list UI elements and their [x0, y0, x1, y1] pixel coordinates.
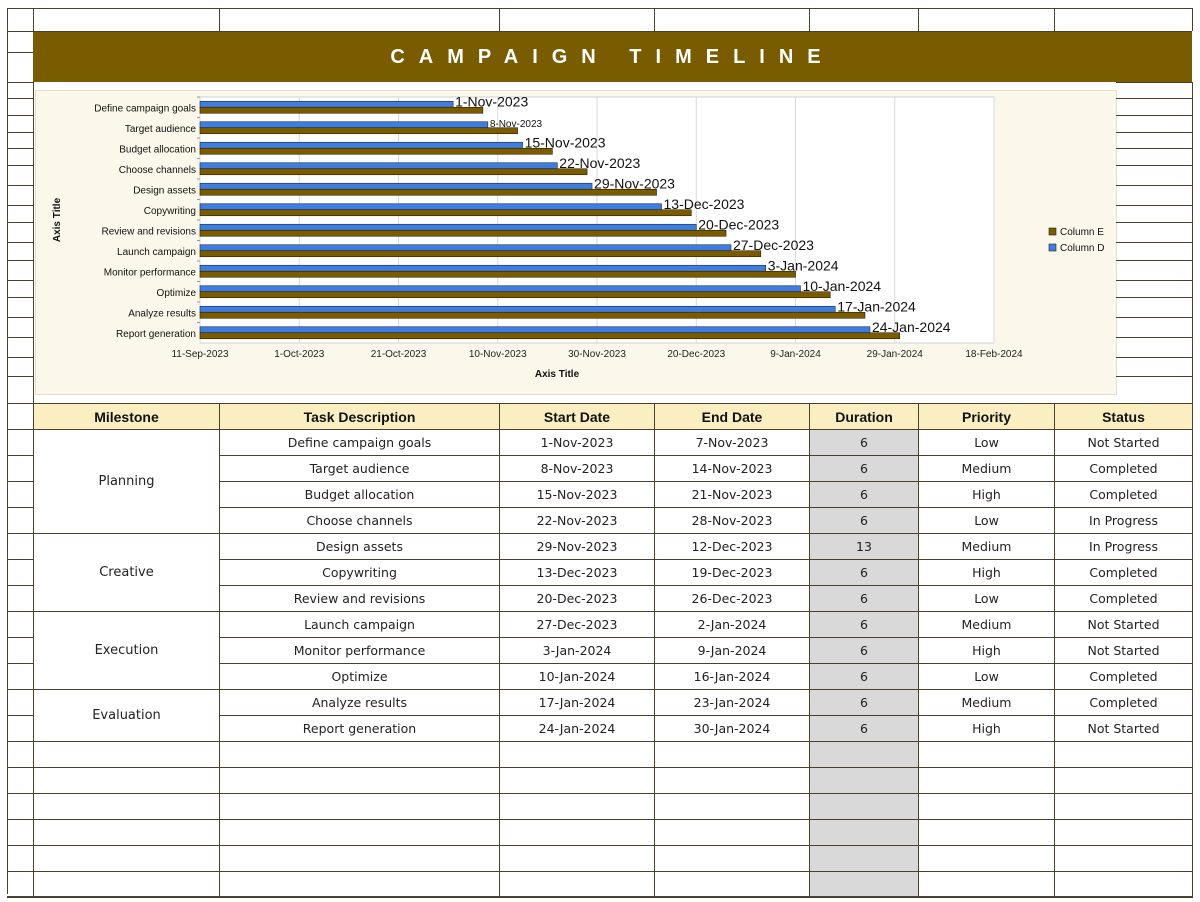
end-date-cell[interactable]: 26-Dec-2023 — [691, 591, 773, 606]
x-tick-label: 18-Feb-2024 — [965, 349, 1023, 360]
task-cell[interactable]: Budget allocation — [304, 487, 415, 502]
duration-cell[interactable]: 6 — [860, 643, 868, 658]
priority-cell[interactable]: Medium — [961, 539, 1012, 554]
task-cell[interactable]: Analyze results — [311, 695, 408, 710]
grid-col-border — [33, 8, 34, 31]
y-axis-title: Axis Title — [52, 197, 63, 243]
gutter-col-border — [33, 82, 34, 404]
gutter-row-border — [1116, 357, 1192, 358]
bar-column-e — [200, 333, 900, 339]
column-header-milestone[interactable]: Milestone — [34, 404, 219, 429]
start-date-cell[interactable]: 8-Nov-2023 — [540, 461, 614, 476]
start-date-cell[interactable]: 20-Dec-2023 — [536, 591, 618, 606]
start-date-cell[interactable]: 15-Nov-2023 — [536, 487, 618, 502]
x-axis-title: Axis Title — [534, 369, 580, 380]
row-border — [7, 481, 33, 482]
task-cell[interactable]: Launch campaign — [304, 617, 415, 632]
priority-cell[interactable]: High — [972, 565, 1001, 580]
data-label: 20-Dec-2023 — [698, 216, 780, 233]
data-label: 24-Jan-2024 — [871, 318, 951, 335]
grid-col-border — [1054, 8, 1055, 31]
bar-column-d — [200, 183, 592, 189]
data-label: 29-Nov-2023 — [594, 175, 675, 192]
bar-column-e — [200, 271, 796, 277]
bar-column-e — [200, 189, 657, 195]
duration-cell[interactable]: 6 — [860, 435, 868, 450]
y-tick-label: Design assets — [133, 185, 196, 197]
status-cell[interactable]: Completed — [1089, 591, 1158, 606]
x-tick-label: 29-Jan-2024 — [866, 349, 923, 360]
end-date-cell[interactable]: 7-Nov-2023 — [695, 435, 769, 450]
y-tick-label: Choose channels — [118, 164, 196, 176]
row-border — [7, 637, 33, 638]
gutter-row-border — [1116, 376, 1192, 377]
status-cell[interactable]: In Progress — [1089, 513, 1158, 528]
data-label: 13-Dec-2023 — [663, 195, 745, 212]
gantt-chart[interactable] — [35, 90, 1117, 395]
row-border — [7, 897, 1193, 898]
bar-column-d — [200, 327, 870, 333]
y-tick-label: Target audience — [124, 123, 196, 135]
task-cell[interactable]: Choose channels — [306, 513, 413, 528]
gutter-row-border — [7, 376, 33, 377]
bar-column-d — [200, 245, 731, 251]
column-header-status[interactable]: Status — [1055, 404, 1192, 429]
grid-col-border — [654, 8, 655, 31]
y-tick-label: Review and revisions — [101, 226, 196, 238]
priority-cell[interactable]: Medium — [961, 461, 1012, 476]
gutter-row-border — [1116, 297, 1192, 298]
status-cell[interactable]: Completed — [1089, 669, 1158, 684]
end-date-cell[interactable]: 19-Dec-2023 — [691, 565, 773, 580]
status-cell[interactable]: Not Started — [1087, 617, 1160, 632]
task-cell[interactable]: Review and revisions — [293, 591, 426, 606]
bar-column-d — [200, 265, 766, 271]
row-border — [7, 793, 1193, 794]
data-label: 10-Jan-2024 — [802, 277, 882, 294]
priority-cell[interactable]: Medium — [961, 617, 1012, 632]
start-date-cell[interactable]: 10-Jan-2024 — [538, 669, 616, 684]
y-tick-label: Copywriting — [143, 205, 196, 217]
row-border — [7, 767, 1193, 768]
bar-column-e — [200, 128, 518, 134]
task-cell[interactable]: Design assets — [316, 539, 403, 554]
y-tick-label: Budget allocation — [119, 144, 196, 156]
gutter-row-border — [1116, 165, 1192, 166]
bar-column-e — [200, 312, 865, 318]
gutter-row-border — [7, 115, 33, 116]
data-label: 22-Nov-2023 — [559, 154, 641, 171]
x-tick-label: 30-Nov-2023 — [568, 349, 626, 360]
bar-column-d — [200, 122, 488, 128]
gutter-row-border — [7, 337, 33, 338]
grid-col-border — [219, 8, 220, 31]
task-cell[interactable]: Copywriting — [322, 565, 397, 580]
data-label: 15-Nov-2023 — [524, 134, 606, 151]
task-cell[interactable]: Define campaign goals — [287, 435, 432, 450]
legend-swatch — [1049, 228, 1056, 235]
gutter-row-border — [7, 280, 33, 281]
column-header-end-date[interactable]: End Date — [655, 404, 809, 429]
gutter-row-border — [7, 132, 33, 133]
data-label: 3-Jan-2024 — [767, 257, 839, 274]
gutter-row-border — [7, 297, 33, 298]
milestone-cell[interactable]: Creative — [99, 565, 154, 580]
legend-swatch — [1049, 244, 1056, 251]
milestone-cell[interactable]: Planning — [98, 474, 155, 489]
gutter-row-border — [7, 317, 33, 318]
priority-cell[interactable]: Low — [974, 513, 999, 528]
column-header-priority[interactable]: Priority — [919, 404, 1054, 429]
start-date-cell[interactable]: 24-Jan-2024 — [538, 721, 616, 736]
duration-cell[interactable]: 6 — [860, 565, 868, 580]
end-date-cell[interactable]: 14-Nov-2023 — [691, 461, 773, 476]
bar-column-e — [200, 169, 587, 175]
bar-column-e — [200, 230, 726, 236]
row-border — [7, 819, 1193, 820]
gutter-row-border — [1116, 115, 1192, 116]
gutter-row-border — [1116, 82, 1192, 83]
gutter-row-border — [1116, 280, 1192, 281]
gutter-row-border — [1116, 148, 1192, 149]
y-tick-label: Launch campaign — [117, 246, 196, 258]
row-border — [7, 871, 1193, 872]
priority-cell[interactable]: High — [972, 487, 1001, 502]
gutter-row-border — [7, 82, 33, 83]
gutter-row-border — [7, 52, 33, 53]
y-tick-label: Define campaign goals — [94, 103, 196, 115]
table-bottom-border — [7, 896, 1193, 897]
data-label: 1-Nov-2023 — [455, 93, 529, 110]
gutter-row-border — [1116, 185, 1192, 186]
task-cell[interactable]: Report generation — [302, 721, 417, 736]
bar-column-e — [200, 251, 761, 257]
row-border — [7, 455, 33, 456]
end-date-cell[interactable]: 21-Nov-2023 — [691, 487, 773, 502]
status-cell[interactable]: Completed — [1089, 565, 1158, 580]
task-cell[interactable]: Optimize — [331, 669, 388, 684]
y-tick-label: Monitor performance — [103, 267, 196, 279]
bar-column-d — [200, 163, 557, 169]
data-label: 27-Dec-2023 — [732, 236, 814, 253]
status-cell[interactable]: In Progress — [1089, 539, 1158, 554]
end-date-cell[interactable]: 28-Nov-2023 — [691, 513, 773, 528]
row-border — [7, 715, 33, 716]
start-date-cell[interactable]: 1-Nov-2023 — [540, 435, 614, 450]
task-cell[interactable]: Target audience — [309, 461, 410, 476]
page-title: CAMPAIGN TIMELINE — [390, 45, 835, 68]
legend-label: Column D — [1060, 243, 1105, 254]
bar-column-d — [200, 286, 800, 292]
gutter-row-border — [1116, 337, 1192, 338]
milestone-cell[interactable]: Execution — [94, 643, 159, 658]
duration-cell[interactable]: 6 — [860, 461, 868, 476]
title-banner — [33, 32, 1192, 82]
gutter-row-border — [1116, 222, 1192, 223]
duration-cell[interactable]: 6 — [860, 513, 868, 528]
grid-row-border — [7, 31, 1192, 32]
gutter-row-border — [7, 205, 33, 206]
data-label: 17-Jan-2024 — [837, 298, 916, 315]
x-tick-label: 11-Sep-2023 — [171, 349, 229, 360]
row-border — [7, 845, 1193, 846]
gutter-row-border — [1116, 98, 1192, 99]
grid-top-border — [7, 8, 1192, 9]
row-border — [7, 559, 33, 560]
chart-canvas — [36, 91, 1116, 394]
legend-label: Column E — [1060, 227, 1104, 238]
priority-cell[interactable]: High — [972, 721, 1001, 736]
grid-col-border — [809, 8, 810, 31]
row-border — [7, 741, 1193, 742]
column-header-task-description[interactable]: Task Description — [220, 404, 499, 429]
column-header-start-date[interactable]: Start Date — [500, 404, 654, 429]
duration-cell[interactable]: 13 — [856, 539, 872, 554]
status-cell[interactable]: Not Started — [1087, 643, 1160, 658]
y-tick-label: Analyze results — [128, 308, 196, 320]
gutter-row-border — [7, 165, 33, 166]
priority-cell[interactable]: Medium — [961, 695, 1012, 710]
status-cell[interactable]: Not Started — [1087, 721, 1160, 736]
bar-column-d — [200, 306, 835, 312]
bar-column-d — [200, 101, 453, 107]
duration-cell[interactable]: 6 — [860, 669, 868, 684]
gutter-row-border — [1116, 242, 1192, 243]
end-date-cell[interactable]: 23-Jan-2024 — [693, 695, 771, 710]
duration-cell[interactable]: 6 — [860, 591, 868, 606]
status-cell[interactable]: Not Started — [1087, 435, 1160, 450]
x-tick-label: 10-Nov-2023 — [468, 349, 527, 360]
gutter-col-border — [1192, 82, 1193, 404]
y-tick-label: Report generation — [115, 328, 196, 340]
grid-left-border — [7, 8, 8, 894]
gutter-row-border — [7, 260, 33, 261]
gutter-row-border — [7, 242, 33, 243]
status-cell[interactable]: Completed — [1089, 487, 1158, 502]
duration-cell[interactable]: 6 — [860, 721, 868, 736]
gutter-row-border — [7, 98, 33, 99]
grid-col-border — [499, 8, 500, 31]
start-date-cell[interactable]: 29-Nov-2023 — [536, 539, 618, 554]
priority-cell[interactable]: High — [972, 643, 1001, 658]
data-label: 8-Nov-2023 — [489, 118, 543, 130]
start-date-cell[interactable]: 22-Nov-2023 — [536, 513, 618, 528]
gutter-row-border — [7, 357, 33, 358]
end-date-cell[interactable]: 12-Dec-2023 — [691, 539, 773, 554]
end-date-cell[interactable]: 30-Jan-2024 — [693, 721, 771, 736]
duration-cell[interactable]: 6 — [860, 487, 868, 502]
y-tick-label: Optimize — [156, 287, 196, 299]
end-date-cell[interactable]: 2-Jan-2024 — [697, 617, 767, 632]
bar-column-e — [200, 107, 483, 113]
column-header-duration[interactable]: Duration — [810, 404, 918, 429]
priority-cell[interactable]: Low — [974, 669, 999, 684]
x-tick-label: 20-Dec-2023 — [667, 349, 726, 360]
priority-cell[interactable]: Low — [974, 591, 999, 606]
bar-column-d — [200, 204, 662, 210]
gutter-row-border — [7, 185, 33, 186]
gutter-row-border — [7, 148, 33, 149]
x-tick-label: 21-Oct-2023 — [370, 349, 427, 360]
gutter-row-border — [1116, 205, 1192, 206]
start-date-cell[interactable]: 27-Dec-2023 — [536, 617, 618, 632]
bar-column-e — [200, 210, 691, 216]
row-border — [7, 507, 33, 508]
start-date-cell[interactable]: 13-Dec-2023 — [536, 565, 618, 580]
x-tick-label: 1-Oct-2023 — [274, 349, 325, 360]
gutter-row-border — [1116, 132, 1192, 133]
gutter-row-border — [1116, 260, 1192, 261]
bar-column-e — [200, 292, 830, 298]
duration-cell[interactable]: 6 — [860, 617, 868, 632]
x-tick-label: 9-Jan-2024 — [770, 349, 821, 360]
task-cell[interactable]: Monitor performance — [293, 643, 426, 658]
end-date-cell[interactable]: 16-Jan-2024 — [693, 669, 771, 684]
row-border — [7, 663, 33, 664]
milestone-cell[interactable]: Evaluation — [92, 708, 161, 723]
status-cell[interactable]: Completed — [1089, 461, 1158, 476]
duration-cell[interactable]: 6 — [860, 695, 868, 710]
status-cell[interactable]: Completed — [1089, 695, 1158, 710]
end-date-cell[interactable]: 9-Jan-2024 — [697, 643, 767, 658]
gutter-row-border — [7, 222, 33, 223]
start-date-cell[interactable]: 17-Jan-2024 — [538, 695, 616, 710]
bar-column-d — [200, 224, 696, 230]
gutter-row-border — [7, 31, 33, 32]
start-date-cell[interactable]: 3-Jan-2024 — [542, 643, 612, 658]
col-border — [1192, 403, 1193, 897]
priority-cell[interactable]: Low — [974, 435, 999, 450]
grid-col-border — [1192, 8, 1193, 31]
row-border — [7, 585, 33, 586]
gutter-row-border — [1116, 317, 1192, 318]
bar-column-d — [200, 142, 523, 148]
grid-col-border — [918, 8, 919, 31]
bar-column-e — [200, 148, 552, 154]
